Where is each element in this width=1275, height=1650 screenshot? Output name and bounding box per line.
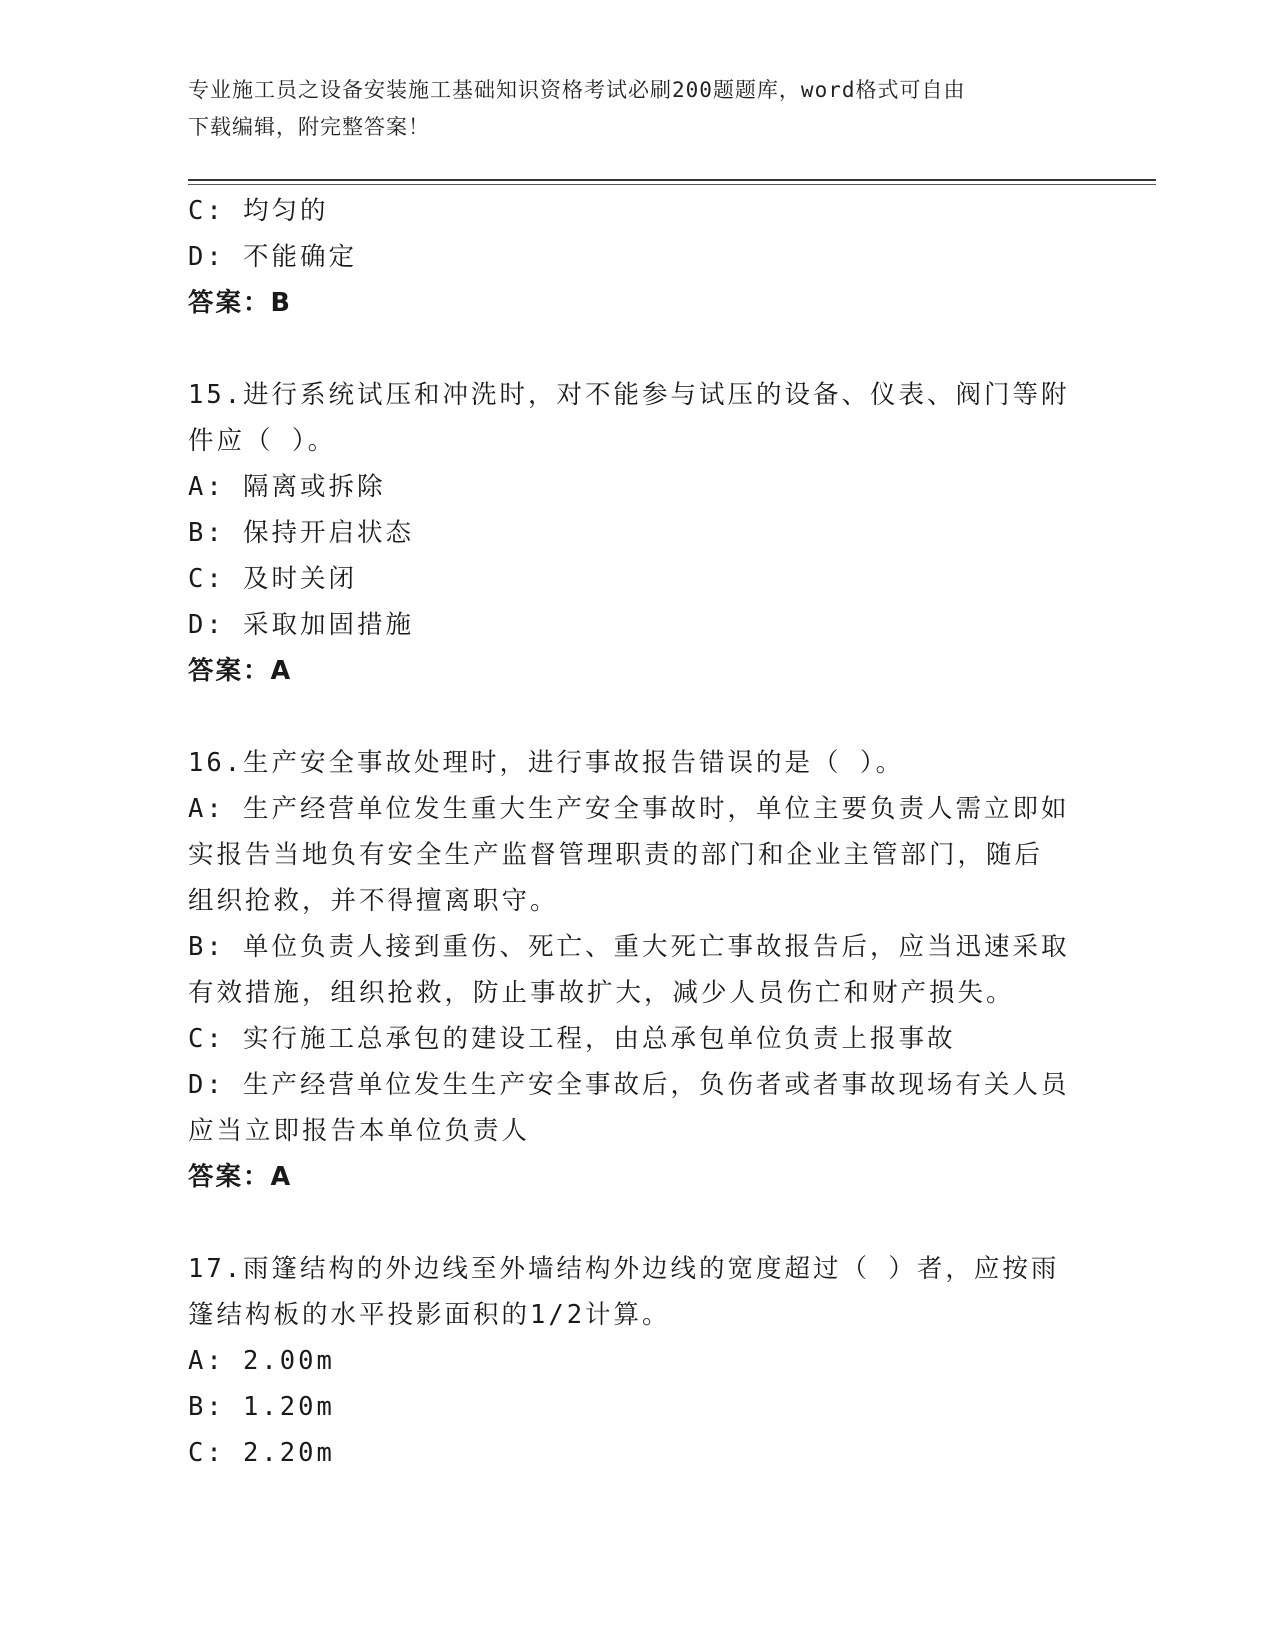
option-b: B: 单位负责人接到重伤、死亡、重大死亡事故报告后，应当迅速采取 (188, 932, 1070, 962)
question-stem: 17.雨篷结构的外边线至外墙结构外边线的宽度超过（ ）者，应按雨 (188, 1254, 1060, 1284)
option-b: B: 保持开启状态 (188, 518, 415, 548)
option-a: A: 隔离或拆除 (188, 472, 386, 502)
header-line-1: 专业施工员之设备安装施工基础知识资格考试必刷200题题库，word格式可自由 (188, 78, 966, 102)
option-d: D: 不能确定 (188, 242, 358, 272)
option-c: C: 及时关闭 (188, 564, 358, 594)
option-a-continued: 实报告当地负有安全生产监督管理职责的部门和企业主管部门，随后 (188, 840, 1044, 870)
option-b-continued: 有效措施，组织抢救，防止事故扩大，减少人员伤亡和财产损失。 (188, 978, 1015, 1008)
question-16 (188, 740, 1088, 1200)
question-stem: 15.进行系统试压和冲洗时，对不能参与试压的设备、仪表、阀门等附 (188, 380, 1070, 410)
question-stem-continued: 件应（ ）。 (188, 426, 337, 456)
spacer (188, 326, 1088, 372)
header-line-2: 下载编辑，附完整答案！ (188, 115, 430, 139)
option-d-continued: 应当立即报告本单位负责人 (188, 1116, 531, 1146)
option-c: C: 2.20m (188, 1438, 335, 1468)
question-list (188, 188, 1088, 1476)
option-a: A: 2.00m (188, 1346, 335, 1376)
question-15 (188, 372, 1088, 694)
option-a-continued: 组织抢救，并不得擅离职守。 (188, 886, 559, 916)
option-b: B: 1.20m (188, 1392, 335, 1422)
option-d: D: 采取加固措施 (188, 610, 415, 640)
answer-line: 答案：B (188, 288, 292, 318)
header-divider-thick (188, 179, 1156, 181)
spacer (188, 1200, 1088, 1246)
answer-line: 答案：A (188, 656, 293, 686)
option-a: A: 生产经营单位发生重大生产安全事故时，单位主要负责人需立即如 (188, 794, 1070, 824)
question-stem-continued: 篷结构板的水平投影面积的1/2计算。 (188, 1300, 671, 1330)
header-divider-thin (188, 184, 1156, 185)
spacer (188, 694, 1088, 740)
question-17 (188, 1246, 1088, 1476)
document-header (188, 72, 1088, 146)
answer-line: 答案：A (188, 1162, 293, 1192)
option-c: C: 实行施工总承包的建设工程，由总承包单位负责上报事故 (188, 1024, 956, 1054)
option-d: D: 生产经营单位发生生产安全事故后，负伤者或者事故现场有关人员 (188, 1070, 1070, 1100)
question-stem: 16.生产安全事故处理时，进行事故报告错误的是（ ）。 (188, 748, 905, 778)
option-c: C: 均匀的 (188, 196, 329, 226)
question-14-tail (188, 188, 1088, 326)
